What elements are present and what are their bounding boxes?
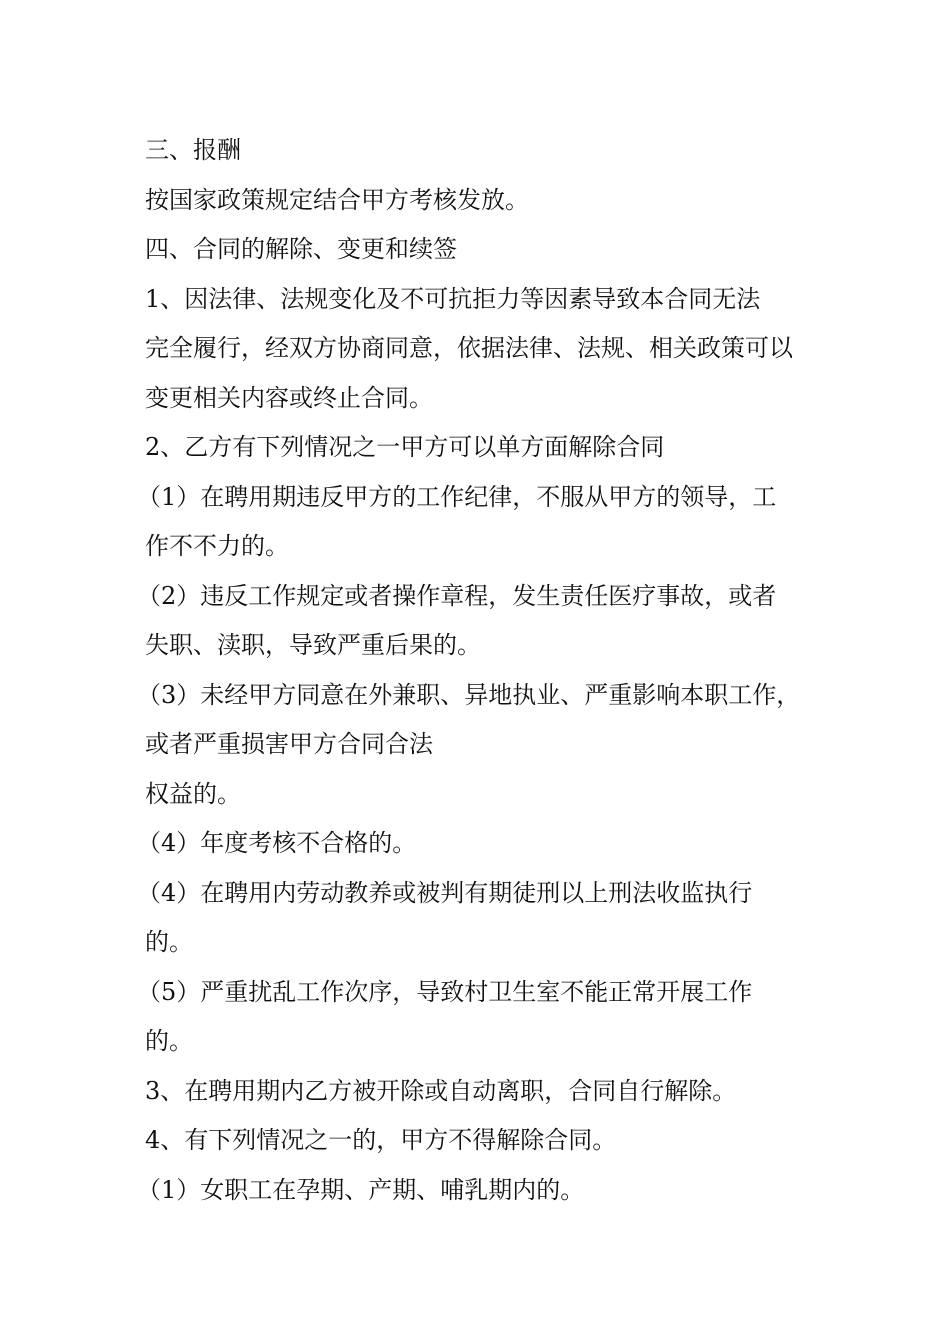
paragraph-line: 的。: [145, 1027, 193, 1055]
section-heading-remuneration: 三、报酬: [145, 136, 241, 164]
paragraph-line: 权益的。: [145, 779, 241, 808]
list-item-line: （5）严重扰乱工作次序，导致村卫生室不能正常开展工作: [137, 977, 753, 1006]
paragraph-line: 的。: [145, 928, 193, 956]
paragraph-line: 变更相关内容或终止合同。: [145, 383, 433, 412]
list-item-line: （1）在聘用期违反甲方的工作纪律，不服从甲方的领导，工: [137, 482, 777, 511]
paragraph-line: 1、因法律、法规变化及不可抗拒力等因素导致本合同无法: [145, 284, 761, 313]
paragraph-line: 2、乙方有下列情况之一甲方可以单方面解除合同: [145, 433, 665, 461]
list-item-line: （4）年度考核不合格的。: [137, 829, 417, 857]
paragraph-line: 作不不力的。: [145, 532, 289, 560]
section-heading-termination: 四、合同的解除、变更和续签: [145, 235, 457, 263]
paragraph-line: 完全履行，经双方协商同意，依据法律、法规、相关政策可以: [145, 334, 793, 362]
list-item-line: （1）女职工在孕期、产期、哺乳期内的。: [137, 1175, 585, 1204]
paragraph-line: 3、在聘用期内乙方被开除或自动离职，合同自行解除。: [145, 1076, 737, 1105]
paragraph-line: 按国家政策规定结合甲方考核发放。: [145, 185, 529, 214]
list-item-line: （4）在聘用内劳动教养或被判有期徒刑以上刑法收监执行: [137, 878, 753, 907]
list-item-line: （3）未经甲方同意在外兼职、异地执业、严重影响本职工作，: [137, 680, 801, 709]
paragraph-line: 失职、渎职，导致严重后果的。: [145, 631, 481, 659]
paragraph-line: 或者严重损害甲方合同合法: [145, 730, 433, 758]
document-body: [137, 126, 825, 1215]
list-item-line: （2）违反工作规定或者操作章程，发生责任医疗事故，或者: [137, 581, 777, 610]
paragraph-line: 4、有下列情况之一的，甲方不得解除合同。: [145, 1126, 617, 1154]
